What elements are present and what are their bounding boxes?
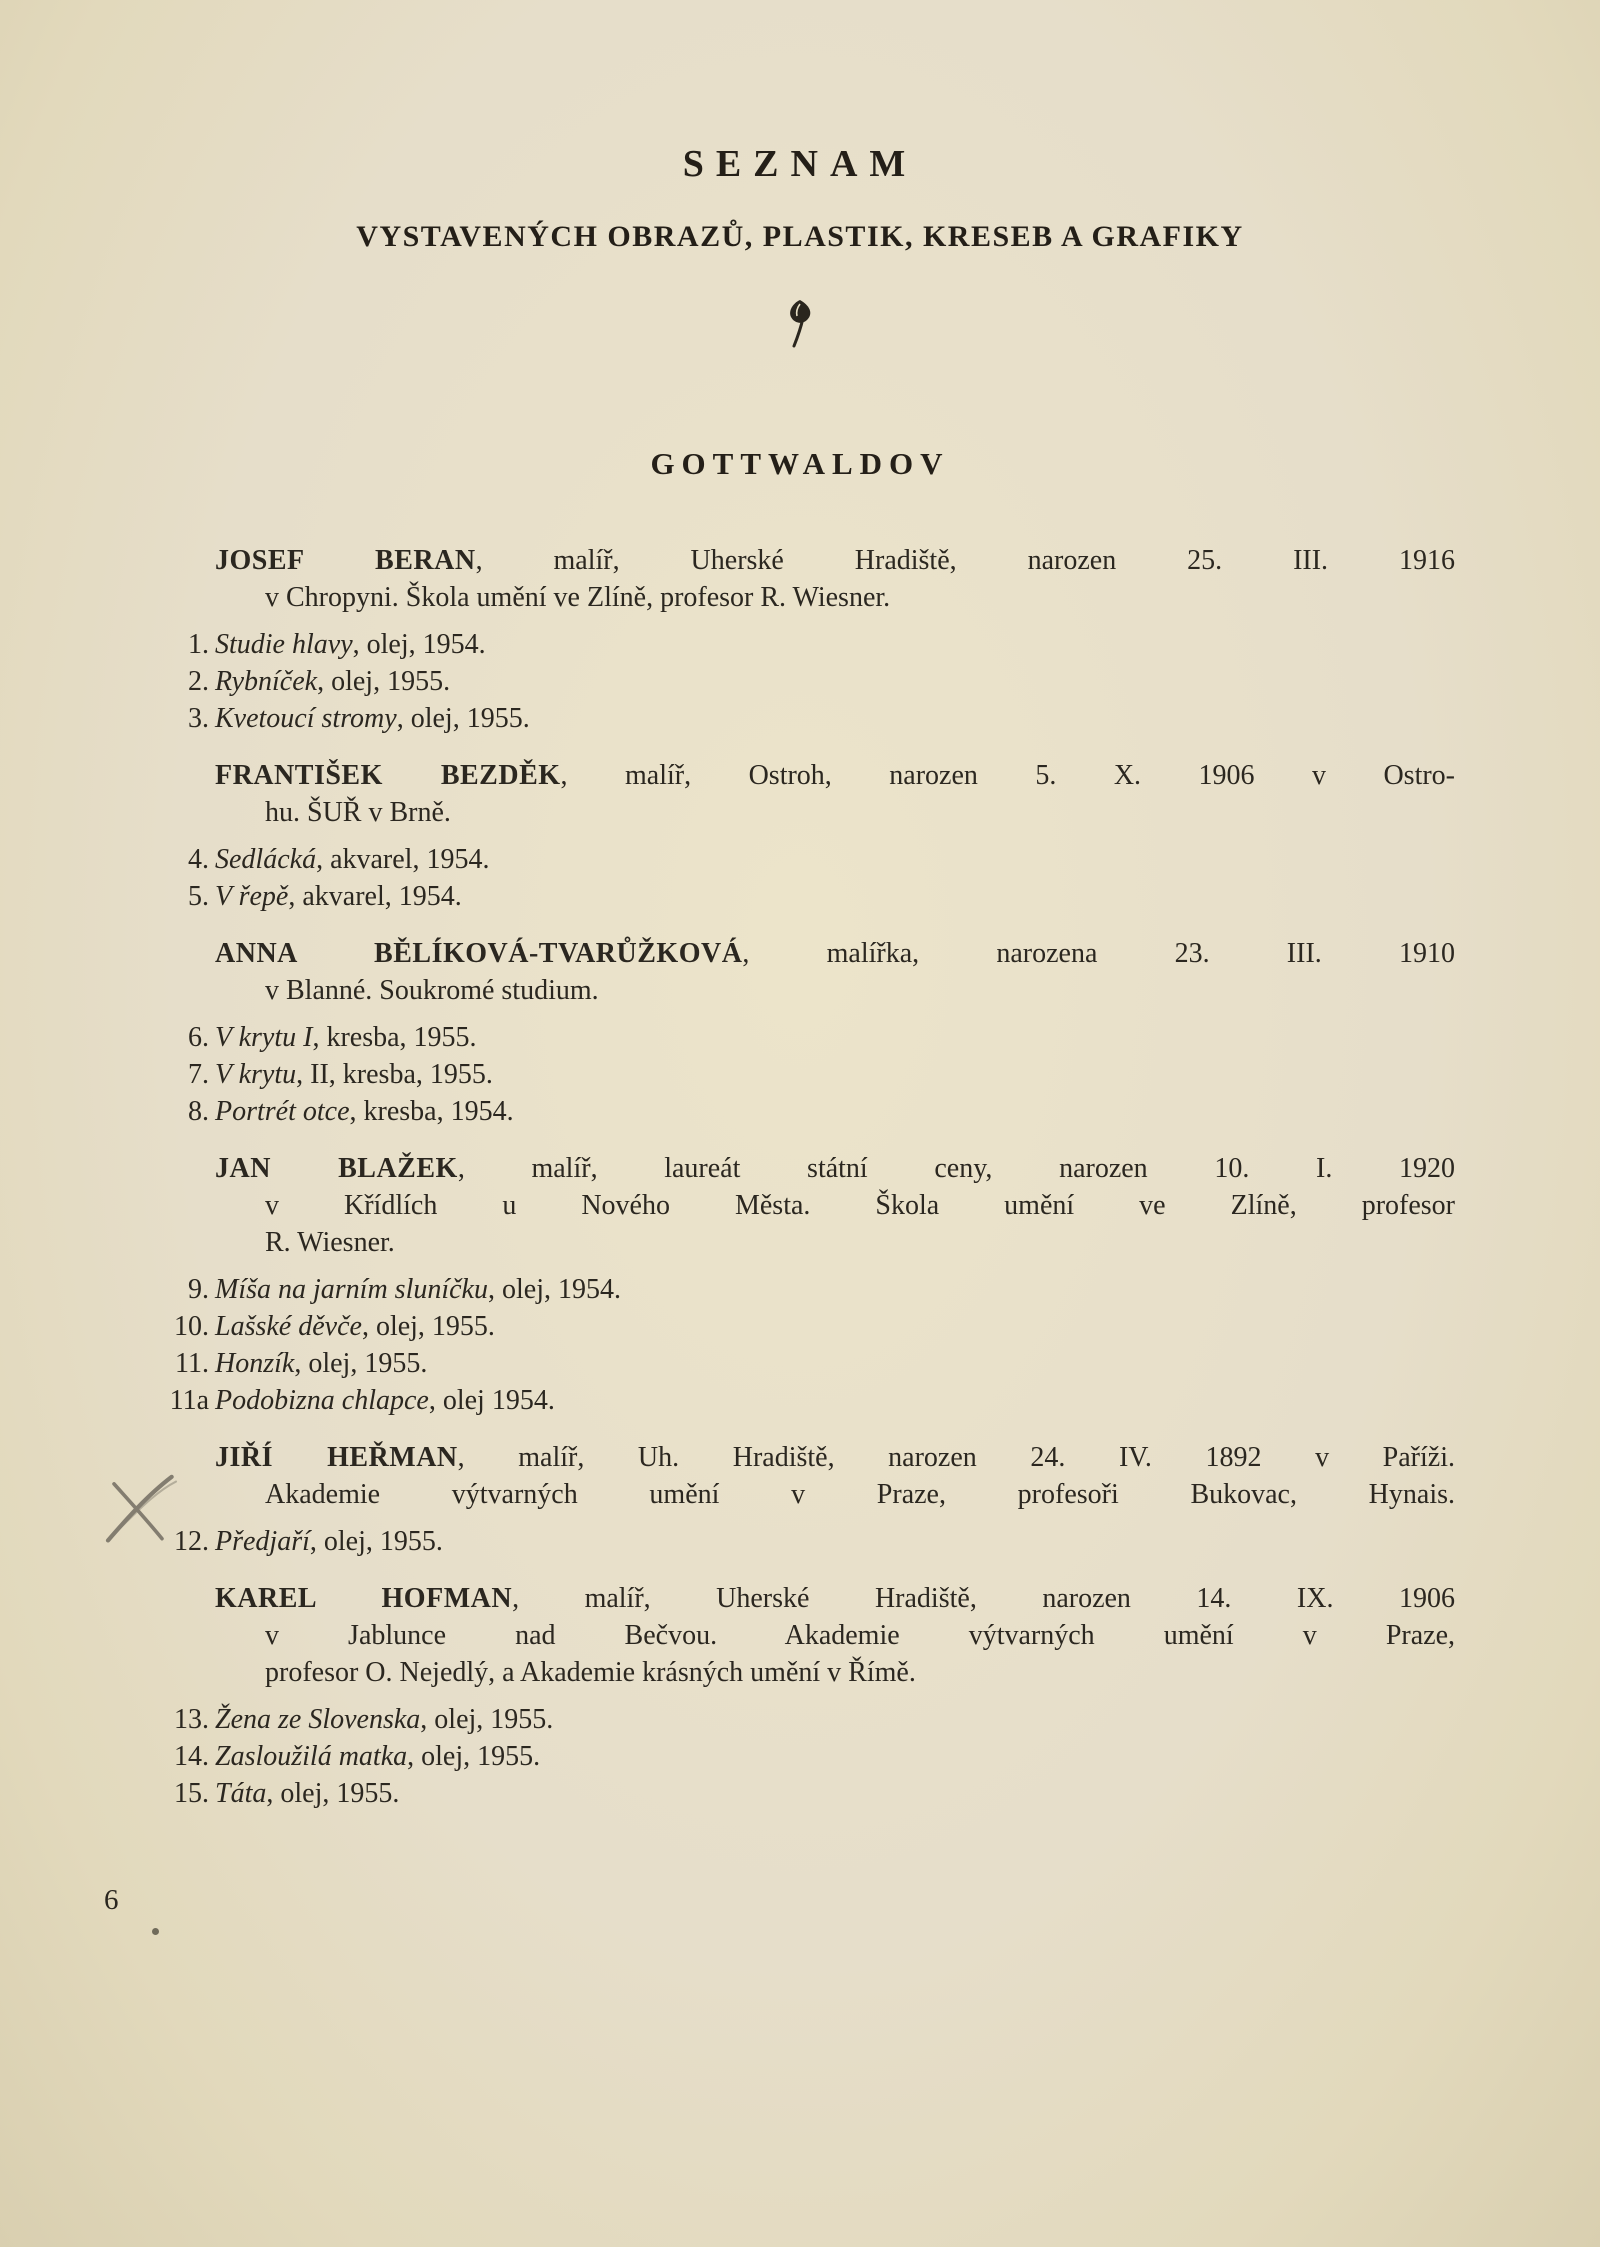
item-number: 12.	[174, 1526, 209, 1557]
artist-bio-text: , malíř, Ostroh, narozen 5. X. 1906 v Ostro-	[560, 760, 1455, 791]
item-title: Studie hlavy	[215, 629, 353, 660]
catalog-item	[165, 1308, 1455, 1345]
catalog-item	[165, 1019, 1455, 1056]
artist-bio-text: , malíř, Uherské Hradiště, narozen 25. III. 1916	[475, 545, 1456, 576]
artist-entry	[165, 1150, 1455, 1261]
artist-bio-line: profesor O. Nejedlý, a Akademie krásných umění v Římě.	[265, 1657, 916, 1688]
artist-entry	[165, 935, 1455, 1009]
artist-bio-text: , malíř, laureát státní ceny, narozen 10. I. 1920	[457, 1153, 1455, 1184]
artist-name: FRANTIŠEK BEZDĚK	[215, 760, 561, 791]
item-details: , olej, 1955.	[396, 703, 530, 734]
item-title: Podobizna chlapce	[215, 1385, 429, 1416]
artwork-list	[165, 626, 1455, 737]
item-number: 4.	[188, 844, 209, 875]
item-details: , kresba, 1955.	[312, 1022, 477, 1053]
item-number: 7.	[188, 1059, 209, 1090]
artist-entry	[165, 1580, 1455, 1691]
catalog-item	[165, 878, 1455, 915]
item-details: , olej, 1954.	[352, 629, 486, 660]
item-details: , olej, 1954.	[488, 1274, 621, 1305]
item-details: , olej, 1955.	[420, 1704, 554, 1735]
item-number: 14.	[174, 1741, 209, 1772]
item-title: Lašské děvče	[215, 1311, 362, 1342]
item-details: , kresba, 1954.	[349, 1096, 514, 1127]
artist-bio-text: , malíř, Uh. Hradiště, narozen 24. IV. 1892 v Paříži.	[457, 1442, 1455, 1473]
item-details: , olej, 1955.	[294, 1348, 428, 1379]
artist-name: JIŘÍ HEŘMAN	[215, 1442, 458, 1473]
artwork-list	[165, 1271, 1455, 1419]
catalog-item	[165, 1056, 1455, 1093]
item-number: 8.	[188, 1096, 209, 1127]
pencil-x-mark	[97, 1469, 186, 1553]
artist-name: ANNA BĚLÍKOVÁ-TVARŮŽKOVÁ	[215, 938, 743, 969]
catalog-item	[165, 663, 1455, 700]
item-title: Předjaří	[215, 1526, 310, 1557]
artwork-list	[165, 1019, 1455, 1130]
item-number: 10.	[174, 1311, 209, 1342]
artwork-list	[165, 1523, 1455, 1560]
artist-bio-text: , malířka, narozena 23. III. 1910	[742, 938, 1455, 969]
artist-bio-line	[165, 935, 1455, 972]
item-title: Rybníček	[215, 666, 318, 697]
catalog-item	[165, 1093, 1455, 1130]
catalog-item	[165, 841, 1455, 878]
artist-entry	[165, 757, 1455, 831]
item-details: , olej, 1955.	[266, 1778, 400, 1809]
item-title: Honzík	[215, 1348, 295, 1379]
item-number: 1.	[188, 629, 209, 660]
artist-bio-line: v Chropyni. Škola umění ve Zlíně, profesor R. Wiesner.	[265, 582, 891, 613]
artist-bio-line	[165, 1439, 1455, 1476]
item-title: V krytu	[215, 1059, 297, 1090]
exhibition-catalog-list	[165, 542, 1455, 1812]
artist-name: JOSEF BERAN	[215, 545, 476, 576]
fleuron-ornament-icon	[0, 298, 1600, 350]
item-number: 15.	[174, 1778, 209, 1809]
item-details: , akvarel, 1954.	[288, 881, 462, 912]
artist-bio-line	[165, 757, 1455, 794]
artist-bio-line	[165, 1580, 1455, 1617]
catalog-item	[165, 1382, 1455, 1419]
item-title: Kvetoucí stromy	[215, 703, 397, 734]
catalog-item	[165, 1775, 1455, 1812]
catalog-item	[165, 1523, 1455, 1560]
item-title: Táta	[215, 1778, 267, 1809]
item-details: , olej, 1955.	[317, 666, 451, 697]
artist-bio-line	[165, 542, 1455, 579]
item-number: 6.	[188, 1022, 209, 1053]
item-details: , olej 1954.	[428, 1385, 555, 1416]
item-details: , olej, 1955.	[309, 1526, 443, 1557]
page-title: SEZNAM	[682, 143, 918, 185]
artist-bio-text: , malíř, Uherské Hradiště, narozen 14. IX. 1906	[512, 1583, 1455, 1614]
item-number: 9.	[188, 1274, 209, 1305]
ink-dot-artifact	[152, 1928, 159, 1935]
item-title: V řepě	[215, 881, 289, 912]
catalog-item	[165, 1345, 1455, 1382]
artist-bio-line: v Křídlích u Nového Města. Škola umění ve Zlíně, profesor	[265, 1190, 1455, 1221]
item-title: V krytu I	[215, 1022, 313, 1053]
item-number: 11.	[175, 1348, 209, 1379]
page-subtitle: VYSTAVENÝCH OBRAZŮ, PLASTIK, KRESEB A GRAFIKY	[356, 220, 1244, 253]
artist-bio-line: v Blanné. Soukromé studium.	[265, 975, 599, 1006]
artist-bio-line: hu. ŠUŘ v Brně.	[265, 797, 451, 828]
artist-bio-line: Akademie výtvarných umění v Praze, profesoři Bukovac, Hynais.	[265, 1479, 1455, 1510]
artist-name: KAREL HOFMAN	[215, 1583, 513, 1614]
artist-entry	[165, 542, 1455, 616]
item-title: Zasloužilá matka	[215, 1741, 408, 1772]
page-number: 6	[104, 1884, 119, 1916]
item-title: Portrét otce	[215, 1096, 350, 1127]
section-heading: GOTTWALDOV	[650, 446, 950, 481]
item-number: 2.	[188, 666, 209, 697]
artwork-list	[165, 1701, 1455, 1812]
page-header	[0, 0, 1600, 482]
item-number: 11a	[169, 1385, 209, 1416]
artist-bio-line: R. Wiesner.	[265, 1227, 395, 1258]
item-details: , akvarel, 1954.	[316, 844, 490, 875]
item-number: 3.	[188, 703, 209, 734]
item-details: , olej, 1955.	[407, 1741, 541, 1772]
artwork-list	[165, 841, 1455, 915]
artist-entry	[165, 1439, 1455, 1513]
item-title: Míša na jarním sluníčku	[215, 1274, 488, 1305]
catalog-item	[165, 626, 1455, 663]
item-details: , olej, 1955.	[361, 1311, 495, 1342]
catalog-item	[165, 1271, 1455, 1308]
item-title: Žena ze Slovenska	[215, 1704, 421, 1735]
item-title: Sedlácká	[215, 844, 317, 875]
catalog-item	[165, 1738, 1455, 1775]
artist-bio-line	[165, 1150, 1455, 1187]
item-number: 5.	[188, 881, 209, 912]
catalog-item	[165, 1701, 1455, 1738]
artist-bio-line: v Jablunce nad Bečvou. Akademie výtvarných umění v Praze,	[265, 1620, 1455, 1651]
item-details: , II, kresba, 1955.	[296, 1059, 493, 1090]
item-number: 13.	[174, 1704, 209, 1735]
catalog-item	[165, 700, 1455, 737]
artist-name: JAN BLAŽEK	[215, 1153, 458, 1184]
